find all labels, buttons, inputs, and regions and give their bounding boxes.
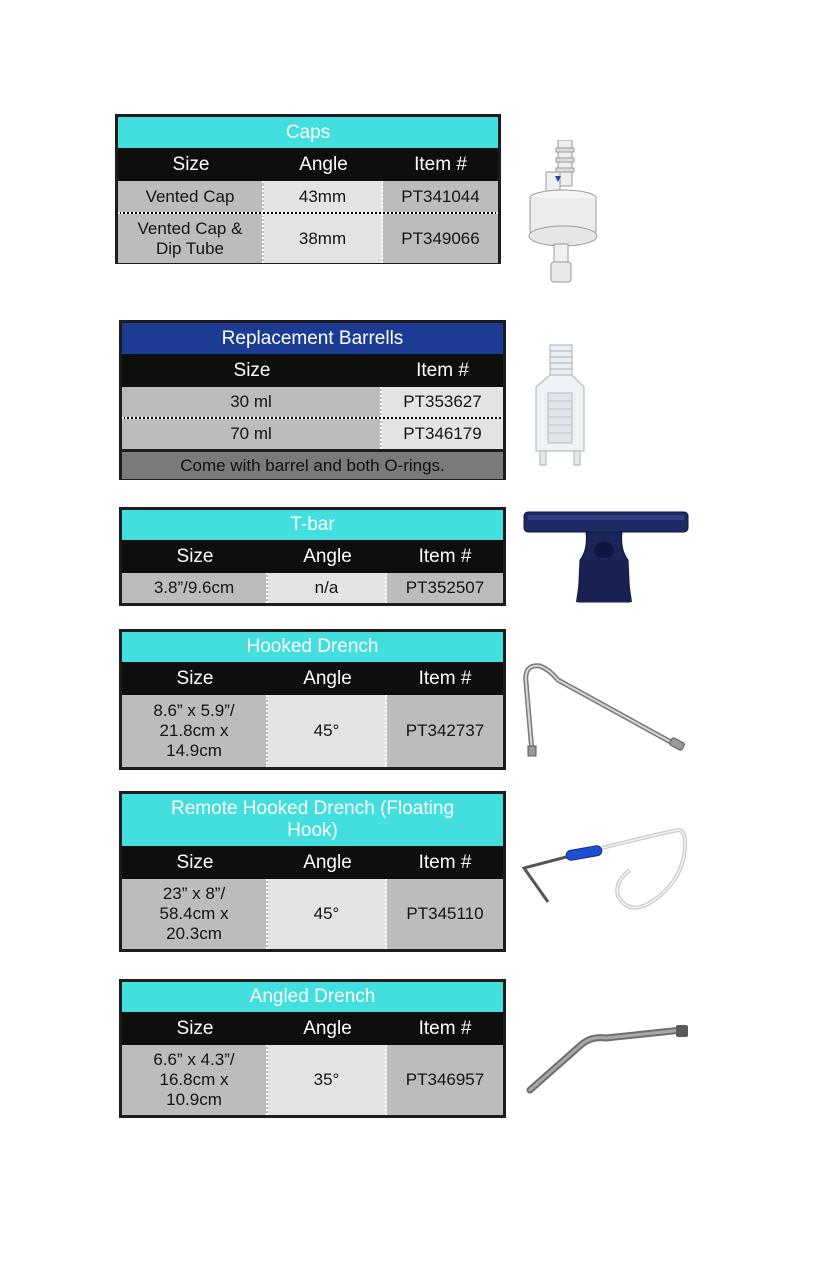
barrels-table [119,320,506,480]
caps-header-size: Size [172,153,210,175]
cell-size: 30 ml [122,387,382,417]
cell-item: PT352507 [387,573,503,603]
table-row [122,573,503,603]
cell-angle: n/a [268,573,387,603]
cell-item: PT349066 [383,214,498,263]
remote-header-item: Item # [418,851,472,873]
cell-size: 3.8”/9.6cm [122,573,268,603]
cell-item: PT346957 [387,1045,503,1115]
table-row [122,695,503,767]
barrels-header-item: Item # [416,359,469,381]
remote-hooked-drench-image [518,826,690,918]
cell-angle: 45° [268,879,387,949]
remote-title: Remote Hooked Drench (Floating Hook) [122,794,503,846]
angled-header-row [122,1012,503,1045]
caps-header-angle: Angle [299,153,348,175]
table-row [122,879,503,949]
hooked-title: Hooked Drench [122,632,503,662]
tbar-header-item: Item # [418,545,472,567]
angled-title: Angled Drench [122,982,503,1012]
cell-size: Vented Cap & Dip Tube [118,214,264,263]
cell-size: 8.6” x 5.9”/ 21.8cm x 14.9cm [122,695,268,767]
cell-item: PT353627 [382,387,503,417]
barrels-title: Replacement Barrells [122,323,503,354]
angled-header-item: Item # [418,1017,472,1039]
table-row [122,387,503,419]
cell-size: Vented Cap [118,181,264,212]
barrels-note: Come with barrel and both O-rings. [122,452,503,479]
tbar-title: T-bar [122,510,503,540]
vented-cap-image [522,140,604,286]
hooked-drench-image [518,660,688,760]
cell-angle: 43mm [264,181,383,212]
tbar-header-row [122,540,503,573]
remote-header-angle: Angle [303,851,352,873]
cell-size: 6.6” x 4.3”/ 16.8cm x 10.9cm [122,1045,268,1115]
hooked-header-row [122,662,503,695]
remote-header-size: Size [176,851,214,873]
angled-header-size: Size [176,1017,214,1039]
barrel-image [526,343,594,469]
angled-table [119,979,506,1118]
cell-size: 70 ml [122,419,382,449]
table-row [118,214,498,263]
tbar-header-angle: Angle [303,545,352,567]
barrels-header-row [122,354,503,387]
tbar-header-size: Size [176,545,214,567]
hooked-header-angle: Angle [303,667,352,689]
caps-header-item: Item # [414,153,467,175]
remote-table [119,791,506,952]
cell-angle: 45° [268,695,387,767]
hooked-header-item: Item # [418,667,472,689]
caps-header-row [118,148,498,181]
caps-table [115,114,501,264]
cell-item: PT341044 [383,181,498,212]
remote-header-row [122,846,503,879]
hooked-table [119,629,506,770]
angled-drench-image [522,1022,692,1098]
cell-size: 23” x 8”/ 58.4cm x 20.3cm [122,879,268,949]
tbar-table [119,507,506,606]
angled-header-angle: Angle [303,1017,352,1039]
cell-item: PT342737 [387,695,503,767]
table-row [122,1045,503,1115]
barrels-header-size: Size [233,359,271,381]
cell-item: PT346179 [382,419,503,449]
cell-item: PT345110 [387,879,503,949]
cell-angle: 38mm [264,214,383,263]
caps-title: Caps [118,117,498,148]
table-row [118,181,498,214]
table-row [122,419,503,449]
t-bar-image [522,510,690,608]
hooked-header-size: Size [176,667,214,689]
cell-angle: 35° [268,1045,387,1115]
